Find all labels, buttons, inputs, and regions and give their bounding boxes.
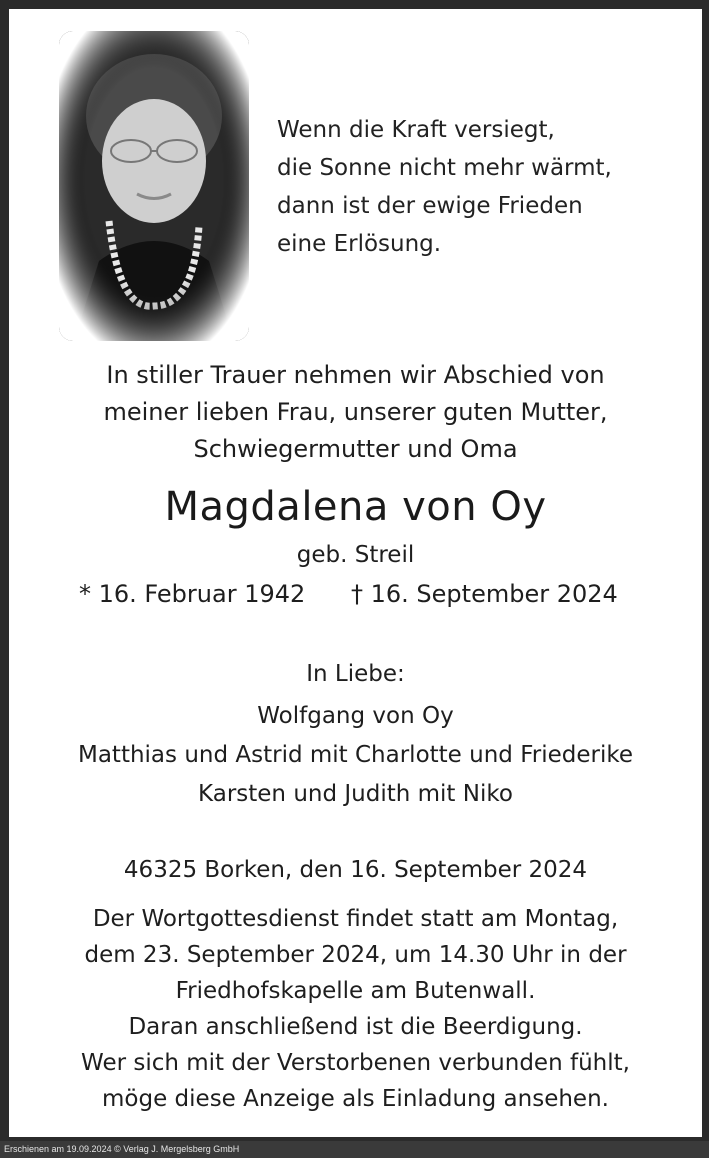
family-members <box>9 697 702 814</box>
death-date: † 16. September 2024 <box>351 580 618 608</box>
poem <box>277 111 612 263</box>
birth-date: * 16. Februar 1942 <box>79 580 306 608</box>
poem-line: dann ist der ewige Frieden <box>277 193 583 219</box>
publication-footer: Erschienen am 19.09.2024 © Verlag J. Mergelsberg GmbH <box>0 1141 709 1158</box>
family-member: Karsten und Judith mit Niko <box>198 781 513 807</box>
poem-line: die Sonne nicht mehr wärmt, <box>277 155 612 181</box>
mourning-line: In stiller Trauer nehmen wir Abschied von <box>106 361 605 389</box>
service-line: dem 23. September 2024, um 14.30 Uhr in der <box>84 942 627 968</box>
obituary-notice <box>9 9 702 1137</box>
mourning-line: meiner lieben Frau, unserer guten Mutter, <box>103 398 608 426</box>
service-line: Friedhofskapelle am Butenwall. <box>175 978 536 1004</box>
service-info <box>9 901 702 1117</box>
deceased-name: Magdalena von Oy <box>164 484 547 530</box>
poem-line: eine Erlösung. <box>277 231 442 257</box>
service-line: Daran anschließend ist die Beerdigung. <box>128 1014 583 1040</box>
birth-name: geb. Streil <box>296 542 415 568</box>
portrait-photo <box>59 31 249 341</box>
service-line: Wer sich mit der Verstorbenen verbunden fühlt, <box>81 1050 630 1076</box>
mourning-line: Schwiegermutter und Oma <box>193 435 518 463</box>
poem-line: Wenn die Kraft versiegt, <box>277 117 555 143</box>
place-and-date: 46325 Borken, den 16. September 2024 <box>123 857 588 883</box>
family-member: Matthias und Astrid mit Charlotte und Friederike <box>77 742 634 768</box>
family-heading: In Liebe: <box>306 661 405 687</box>
service-line: möge diese Anzeige als Einladung ansehen. <box>102 1086 609 1112</box>
mourning-text <box>9 357 702 468</box>
service-line: Der Wortgottesdienst findet statt am Montag, <box>92 906 619 932</box>
portrait-image <box>59 31 249 341</box>
family-member: Wolfgang von Oy <box>257 703 454 729</box>
